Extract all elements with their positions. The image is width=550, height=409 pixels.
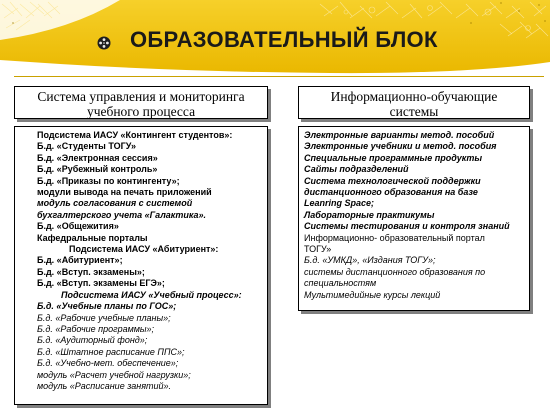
left-panel-heading [14,86,268,119]
left-heading-line-1: Система управления и мониторинга [37,89,245,104]
list-item: ТОГУ» [304,244,332,255]
list-item: Система технологической поддержки [304,175,481,186]
list-item: системы дистанционного образования по [304,266,486,277]
list-item: Б.д. «УМКД», «Издания ТОГУ»; [304,255,436,266]
left-heading-line-2: учебного процесса [86,104,196,119]
list-item: Б.д. «Электронная сессия» [37,152,158,163]
list-item: Электронные варианты метод. пособий [304,130,495,140]
list-item: Подсистема ИАСУ «Контингент студентов»: [37,130,233,140]
list-item: Б.д. «Рабочие учебные планы»; [37,312,171,323]
film-reel-icon [97,36,111,50]
list-item: Подсистема ИАСУ «Абитуриент»: [69,244,219,255]
list-item: Б.д. «Учебные планы по ГОС»; [37,301,177,312]
page-title: ОБРАЗОВАТЕЛЬНЫЙ БЛОК [130,27,438,52]
list-item: специальностям [304,278,377,289]
list-item: Системы тестирования и контроля знаний [304,221,510,232]
list-item: Б.д. «Вступ. экзамены»; [37,266,145,277]
list-item: Б.д. «Рабочие программы»; [37,323,155,334]
list-item: бухгалтерского учета «Галактика». [37,209,207,220]
list-item: модули вывода на печать приложений [37,187,212,198]
list-item: модуль «Расчет учебной нагрузки»; [37,369,191,380]
list-item: Б.д. «Студенты ТОГУ» [37,141,136,152]
list-item: Б.д. «Учебно-мет. обеспечение»; [37,358,179,369]
right-panel-heading [298,86,530,119]
left-panel-list [14,126,268,405]
list-item: модуль согласования с системой [37,198,193,209]
right-heading-line-1: Информационно-обучающие [330,89,498,104]
list-item: Б.д. «Штатное расписание ППС»; [37,346,185,357]
list-item: дистанционного образования на базе [304,187,478,198]
list-item: Специальные программные продукты [304,152,483,163]
list-item: Б.д. «Аудиторный фонд»; [37,335,148,346]
list-item: Информационно- образовательный портал [304,232,485,243]
header-divider [14,76,544,77]
list-item: Б.д. «Абитуриент»; [37,255,123,266]
list-item: модуль «Расписание занятий». [37,380,172,391]
list-item: Мультимедийные курсы лекций [304,289,441,300]
list-item: Б.д. «Общежития» [37,221,119,232]
right-panel-list [298,126,530,311]
list-item: Кафедральные порталы [37,232,148,243]
list-item: Б.д. «Рубежный контроль» [37,164,158,175]
list-item: Сайты подразделений [304,164,409,175]
list-item: Б.д. «Вступ. экзамены ЕГЭ»; [37,278,165,289]
list-item: Лабораторные практикумы [304,209,435,220]
list-item: Подсистема ИАСУ «Учебный процесс»: [61,289,242,300]
list-item: Электронные учебники и метод. пособия [304,141,497,152]
list-item: Leanring Space; [304,198,375,209]
right-heading-line-2: системы [389,104,439,119]
list-item: Б.д. «Приказы по контингенту»; [37,175,180,186]
